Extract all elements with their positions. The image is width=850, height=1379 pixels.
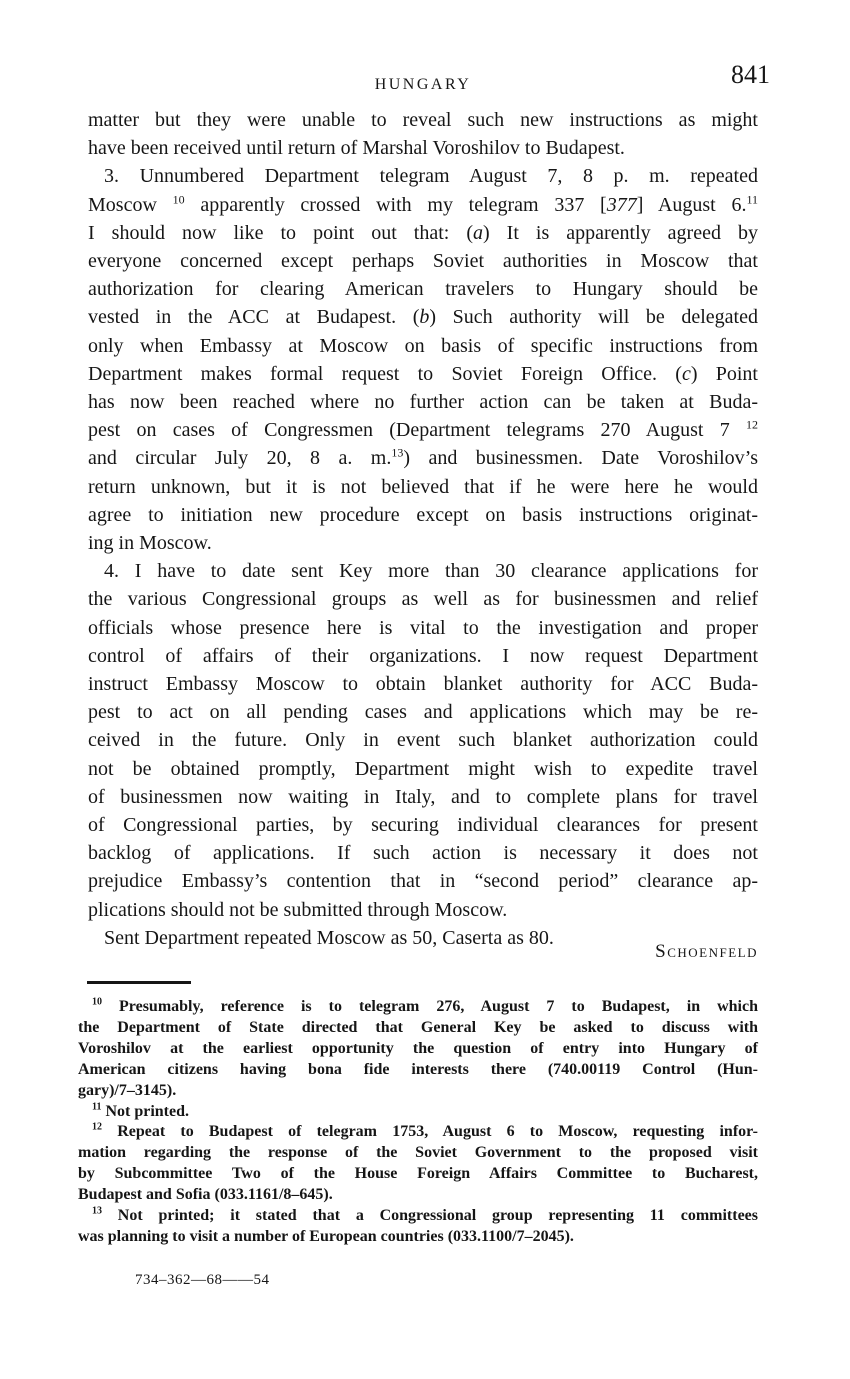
- text-line: Budapest and Sofia (033.1161/8–645).: [78, 1186, 333, 1204]
- running-head-section-title: HUNGARY: [374, 76, 472, 93]
- text-line: only when Embassy at Moscow on basis of specific instructions from: [88, 334, 758, 357]
- footnote: [78, 997, 758, 1102]
- footnote-separator-rule: [87, 981, 191, 984]
- text-line: matter but they were unable to reveal such new instructions as might: [88, 109, 758, 131]
- text-line: backlog of applications. If such action is necessary it does not: [88, 842, 758, 865]
- page-number: 841: [731, 60, 770, 89]
- text-line: of businessmen now waiting in Italy, and to complete plans for travel: [88, 785, 758, 808]
- text-line: has now been reached where no further action can be taken at Buda-: [88, 391, 758, 414]
- text-line: agree to initiation new procedure except on basis instructions originat-: [88, 503, 758, 526]
- text-line: instruct Embassy Moscow to obtain blanket authority for ACC Buda-: [88, 673, 758, 696]
- text-line: I should now like to point out that: (a) It is apparently agreed by: [88, 221, 758, 244]
- text-line: vested in the ACC at Budapest. (b) Such authority will be delegated: [88, 306, 758, 329]
- text-line: have been received until return of Marshal Voroshilov to Budapest.: [88, 137, 625, 160]
- text-line: the various Congressional groups as well as for businessmen and relief: [88, 588, 758, 611]
- text-line: 4. I have to date sent Key more than 30 clearance applications for: [104, 560, 758, 583]
- signature: Schoenfeld: [655, 941, 758, 962]
- text-line: Department makes formal request to Soviet Foreign Office. (c) Point: [88, 362, 758, 385]
- text-line: American citizens having bona fide interests there (740.00119 Control (Hun-: [78, 1060, 758, 1078]
- paragraph: [88, 106, 758, 162]
- paragraph: [88, 557, 758, 924]
- text-line: plications should not be submitted through Moscow.: [88, 898, 508, 921]
- text-line: by Subcommittee Two of the House Foreign Affairs Committee to Bucharest,: [78, 1165, 758, 1183]
- text-line: everyone concerned except perhaps Soviet authorities in Moscow that: [88, 250, 758, 273]
- text-line: Moscow $^{10}$ apparently crossed with my telegram 337 [377] August 6.11: [88, 191, 759, 216]
- text-line: control of affairs of their organizations. I now request Department: [88, 644, 758, 667]
- text-line: 3. Unnumbered Department telegram August 7, 8 p. m. repeated: [104, 165, 758, 188]
- text-line: the Department of State directed that General Key be asked to discuss with: [78, 1018, 758, 1036]
- text-line: authorization for clearing American travelers to Hungary should be: [88, 278, 758, 301]
- text-line: of Congressional parties, by securing individual clearances for present: [88, 814, 758, 837]
- text-line: and circular July 20, 8 a. m.$^{13}$) and businessmen. Date Voroshilov’s: [88, 445, 758, 470]
- text-line: $^{13}$ Not printed; it stated that a Congressional group representing 11 committees: [92, 1205, 758, 1225]
- text-line: gary)/7–3145).: [78, 1081, 177, 1099]
- text-line: $^{11}$ Not printed.: [92, 1101, 190, 1120]
- footnote: [78, 1206, 758, 1248]
- printer-mark: 734–362—68——54: [135, 1272, 270, 1288]
- text-line: pest to act on all pending cases and applications which may be re-: [88, 701, 758, 724]
- text-line: not be obtained promptly, Department might wish to expedite travel: [88, 757, 758, 780]
- text-line: ceived in the future. Only in event such blanket authorization could: [88, 729, 758, 752]
- text-line: prejudice Embassy’s contention that in “second period” clearance ap-: [88, 870, 758, 893]
- text-line: Sent Department repeated Moscow as 50, Caserta as 80.: [104, 926, 554, 949]
- footnote: [78, 1102, 758, 1123]
- text-line: Voroshilov at the earliest opportunity the question of entry into Hungary of: [78, 1039, 758, 1057]
- text-line: officials whose presence here is vital to the investigation and proper: [88, 616, 758, 639]
- text-line: return unknown, but it is not believed that if he were here he would: [88, 475, 758, 498]
- text-line: mation regarding the response of the Soviet Government to the proposed visit: [78, 1144, 758, 1162]
- document-body: [88, 106, 758, 952]
- text-line: was planning to visit a number of European countries (033.1100/7–2045).: [78, 1227, 574, 1245]
- text-line: $^{12}$ Repeat to Budapest of telegram 1753, August 6 to Moscow, requesting infor-: [92, 1122, 758, 1141]
- text-line: pest on cases of Congressmen (Department telegrams 270 August 7 $^{12}$: [88, 417, 758, 442]
- text-line: ing in Moscow.: [88, 532, 212, 555]
- footnote: [78, 1122, 758, 1206]
- paragraph: [88, 162, 758, 557]
- text-line: $^{10}$ Presumably, reference is to telegram 276, August 7 to Budapest, in which: [92, 996, 758, 1015]
- footnotes-list: [78, 997, 758, 1248]
